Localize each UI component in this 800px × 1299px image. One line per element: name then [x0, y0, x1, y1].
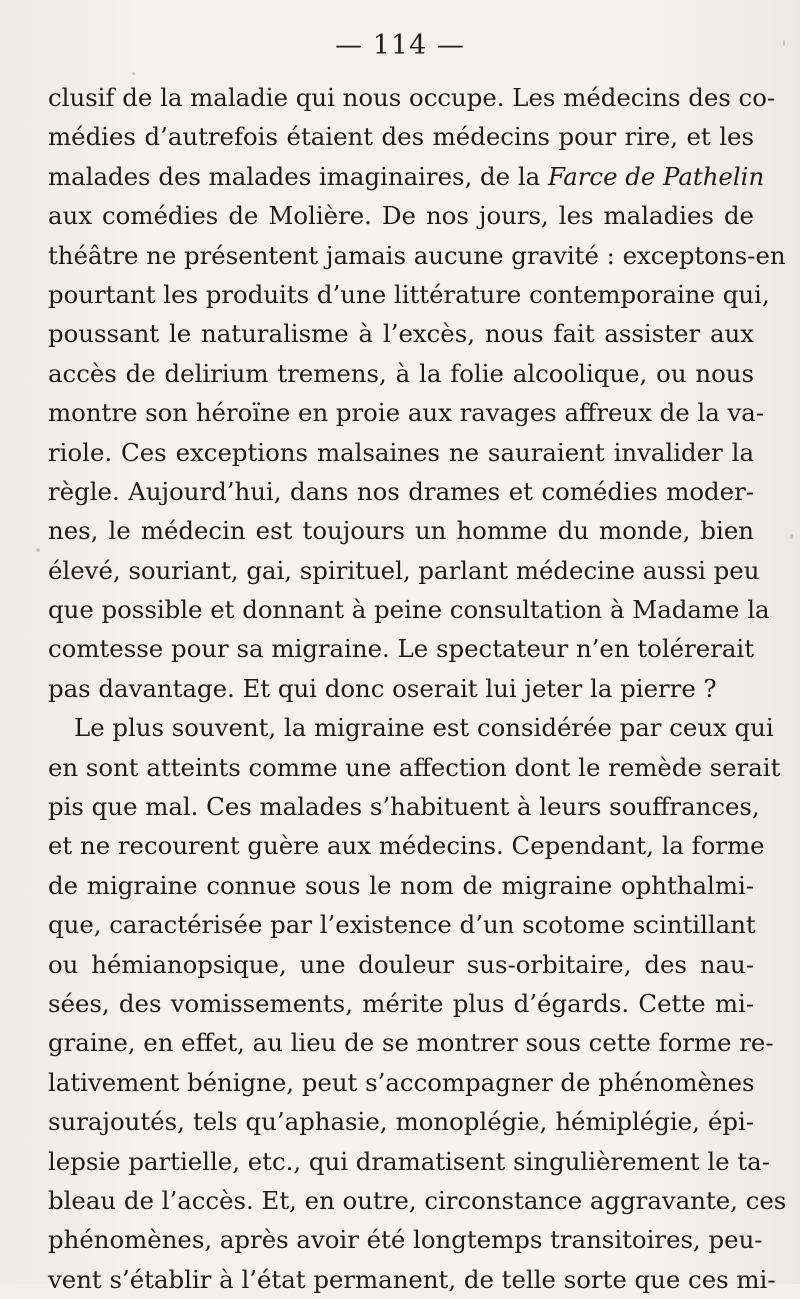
text-line: médies d’autrefois étaient des médecins pour rire, et les: [48, 122, 754, 152]
text-line: que possible et donnant à peine consultation à Madame la: [48, 595, 770, 625]
text-line: riole. Ces exceptions malsaines ne sauraient invalider la: [48, 437, 754, 467]
text-line: clusif de la maladie qui nous occupe. Les médecins des co-: [48, 83, 776, 112]
text-line: Le plus souvent, la migraine est considérée par ceux qui: [74, 713, 774, 743]
text-line: pis que mal. Ces malades s’habituent à leurs souffrances,: [48, 792, 760, 822]
paper-speck: [783, 40, 785, 46]
text-line: sées, des vomissements, mérite plus d’égards. Cette mi-: [48, 988, 754, 1018]
text-line: nes, le médecin est toujours un homme du monde, bien: [48, 516, 754, 546]
text-line: graine, en effet, au lieu de se montrer sous cette forme re-: [48, 1028, 774, 1058]
text-line: et ne recourent guère aux médecins. Cependant, la forme: [48, 831, 765, 861]
text-line: [48, 157, 765, 196]
text-line: poussant le naturalisme à l’excès, nous fait assister aux: [48, 319, 754, 349]
text-line: en sont atteints comme une affection dont le remède serait: [48, 752, 781, 782]
text-line: que, caractérisée par l’existence d’un scotome scintillant: [48, 910, 756, 940]
text-line: lativement bénigne, peut s’accompagner de phénomènes: [48, 1067, 755, 1097]
text-line: pourtant les produits d’une littérature contemporaine qui,: [48, 279, 770, 309]
text-line: aux comédies de Molière. De nos jours, les maladies de: [48, 201, 754, 231]
text-line: lepsie partielle, etc., qui dramatisent singulièrement le ta-: [48, 1146, 770, 1176]
text-line: bleau de l’accès. Et, en outre, circonstance aggravante, ces: [48, 1185, 787, 1215]
text-line: comtesse pour sa migraine. Le spectateur n’en tolérerait: [48, 634, 754, 664]
text-line: accès de delirium tremens, à la folie alcoolique, ou nous: [48, 358, 754, 388]
page-number: — 114 —: [335, 30, 465, 61]
italic-title: Farce de Pathelin: [547, 161, 765, 191]
text-line-roman: malades des malades imaginaires, de la: [48, 161, 548, 191]
text-line: de migraine connue sous le nom de migraine ophthalmi-: [48, 870, 754, 900]
text-line: vent s’établir à l’état permanent, de telle sorte que ces mi-: [48, 1264, 776, 1294]
text-line: pas davantage. Et qui donc oserait lui jeter la pierre ?: [48, 673, 717, 703]
text-line: ou hémianopsique, une douleur sus-orbitaire, des nau-: [48, 949, 754, 979]
text-line: phénomènes, après avoir été longtemps transitoires, peu-: [48, 1225, 763, 1255]
paper-speck: [790, 534, 793, 539]
text-line: surajoutés, tels qu’aphasie, monoplégie, hémiplégie, épi-: [48, 1107, 754, 1137]
text-line: montre son héroïne en proie aux ravages affreux de la va-: [48, 398, 765, 428]
text-line: élevé, souriant, gai, spirituel, parlant médecine aussi peu: [48, 555, 760, 585]
paper-speck: [36, 548, 40, 552]
text-line: règle. Aujourd’hui, dans nos drames et comédies moder-: [48, 476, 754, 506]
body-text: [48, 78, 787, 1299]
paper-speck: [132, 72, 135, 75]
text-line: théâtre ne présentent jamais aucune gravité : exceptons-en: [48, 240, 786, 270]
